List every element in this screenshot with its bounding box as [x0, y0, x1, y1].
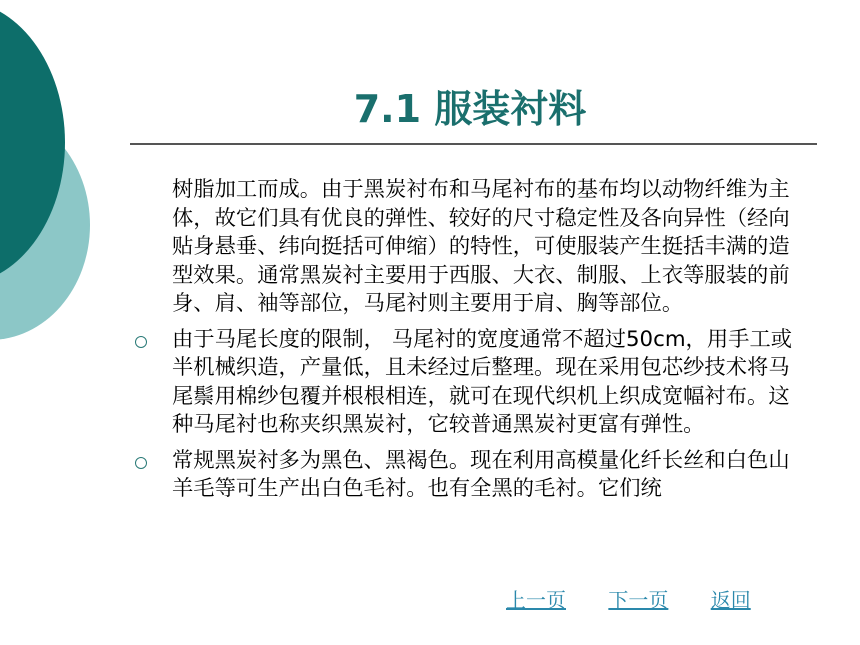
title-divider: [130, 143, 817, 145]
bullet-item-2: [135, 447, 807, 504]
prev-page-link[interactable]: 上一页: [506, 588, 566, 612]
bullet-text: 常规黑炭衬多为黑色、黑褐色。现在利用高模量化纤长丝和白色山羊毛等可生产出白色毛衬。也有全黑的毛衬。它们统: [172, 447, 790, 501]
next-page-link[interactable]: 下一页: [608, 588, 669, 612]
bullet-item-1: [135, 326, 807, 440]
paragraph-text: 树脂加工而成。由于黑炭衬布和马尾衬布的基布均以动物纤维为主体，故它们具有优良的弹性、较好的尺寸稳定性及各向异性（经向贴身悬垂、纬向挺括可伸缩）的特性，可使服装产生挺括丰满的造型效果。通常黑炭衬主要用于西服、大衣、制服、上衣等服装的前身、肩、袖等部位，马尾衬则主要用于肩、胸等部位。: [172, 177, 790, 316]
paragraph-1: [135, 176, 807, 319]
bullet-text: 由于马尾长度的限制， 马尾衬的宽度通常不超过50cm，用手工或半机械织造，产量低，且未经过后整理。现在采用包芯纱技术将马尾鬃用棉纱包覆并根根相连，就可在现代织机上织成宽幅衬布。这种马尾衬也称夹织黑炭衬，它较普通黑炭衬更富有弹性。: [172, 326, 793, 437]
back-link[interactable]: 返回: [710, 588, 751, 612]
slide-body: [135, 176, 807, 504]
slide-title: 7.1 服装衬料: [353, 87, 587, 131]
circle-bullet-icon: [135, 336, 147, 348]
circle-bullet-icon: [135, 457, 147, 469]
slide-navigation: [506, 584, 751, 613]
